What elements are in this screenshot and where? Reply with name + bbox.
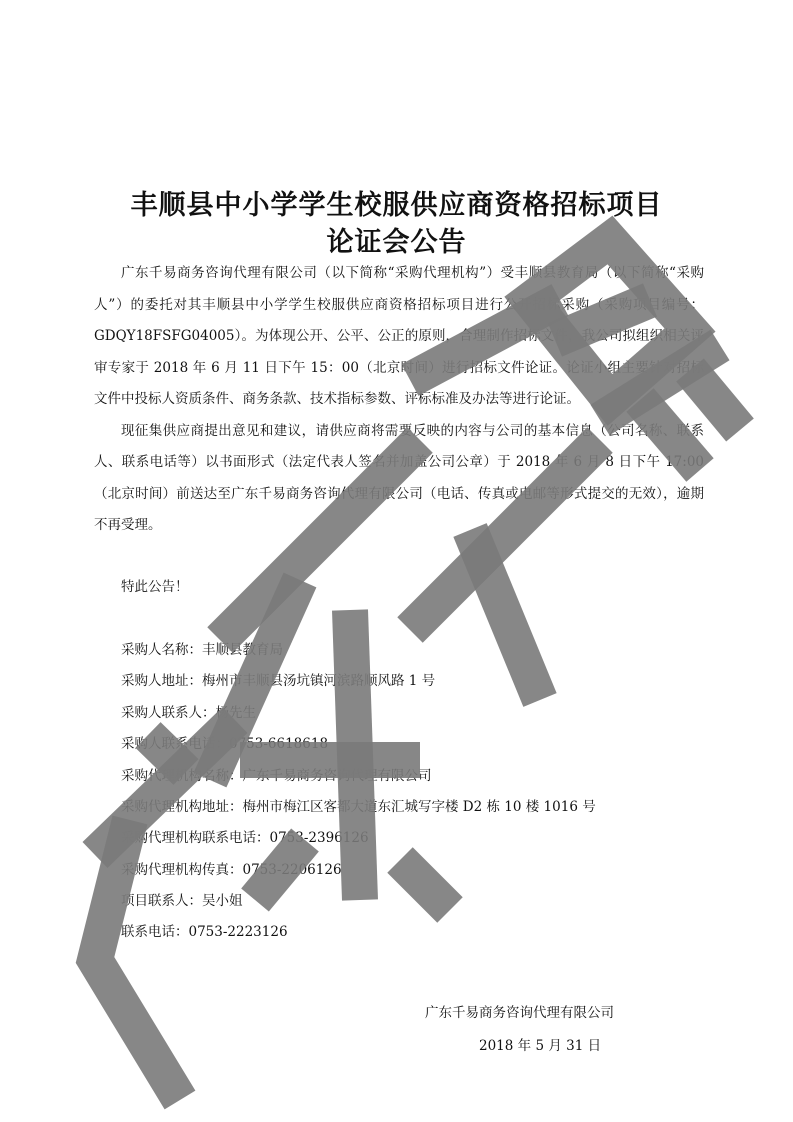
contact-line: 采购代理机构名称：广东千易商务咨询代理有限公司 [121,768,432,784]
contact-line: 项目联系人：吴小姐 [121,893,243,909]
signature-date: 2018 年 5 月 31 日 [479,1038,602,1054]
contact-line: 采购代理机构传真：0753-2206126 [121,862,342,878]
signature-company: 广东千易商务咨询代理有限公司 [425,1005,614,1021]
contact-line: 采购代理机构地址：梅州市梅江区客都大道东汇城写字楼 D2 栋 10 楼 1016 号 [121,799,596,815]
contact-line: 采购人名称：丰顺县教育局 [121,642,283,658]
document-title-line1: 丰顺县中小学学生校服供应商资格招标项目 [130,190,663,221]
notice-body [94,258,704,542]
document-title-line2: 论证会公告 [326,227,467,258]
contact-line: 采购人联系电话：0753-6618618 [121,736,329,752]
contact-line: 联系电话：0753-2223126 [121,924,288,940]
notice-closing: 特此公告！ [121,579,189,595]
paragraph-submission: 现征集供应商提出意见和建议，请供应商将需要反映的内容与公司的基本信息（公司名称、联系人、联系电话等）以书面形式（法定代表人签名并加盖公司公章）于 2018 年 6 月 8 日下午 17:00（北京时间）前送达至广东千易商务咨询代理有限公司（电话、传真或电邮等形式提交的无效），逾期不再受理。 [94,422,704,533]
contact-line: 采购人地址：梅州市丰顺县汤坑镇河滨路顺风路 1 号 [121,673,436,689]
contact-line: 采购代理机构联系电话：0753-2396126 [121,830,369,846]
contact-line: 采购人联系人：杨先生 [121,705,256,721]
paragraph-intro: 广东千易商务咨询代理有限公司（以下简称“采购代理机构”）受丰顺县教育局（以下简称“采购人”）的委托对其丰顺县中小学学生校服供应商资格招标项目进行公开招标采购（采购项目编号：GDQY18FSFG04005）。为体现公开、公平、公正的原则，合理制作招标文件，我公司拟组织相关评审专家于 2018 年 6 月 11 日下午 15：00（北京时间）进行招标文件论证。论证小组主要针对招标文件中投标人资质条件、商务条款、技术指标参数、评标标准及办法等进行论证。 [94,265,704,407]
